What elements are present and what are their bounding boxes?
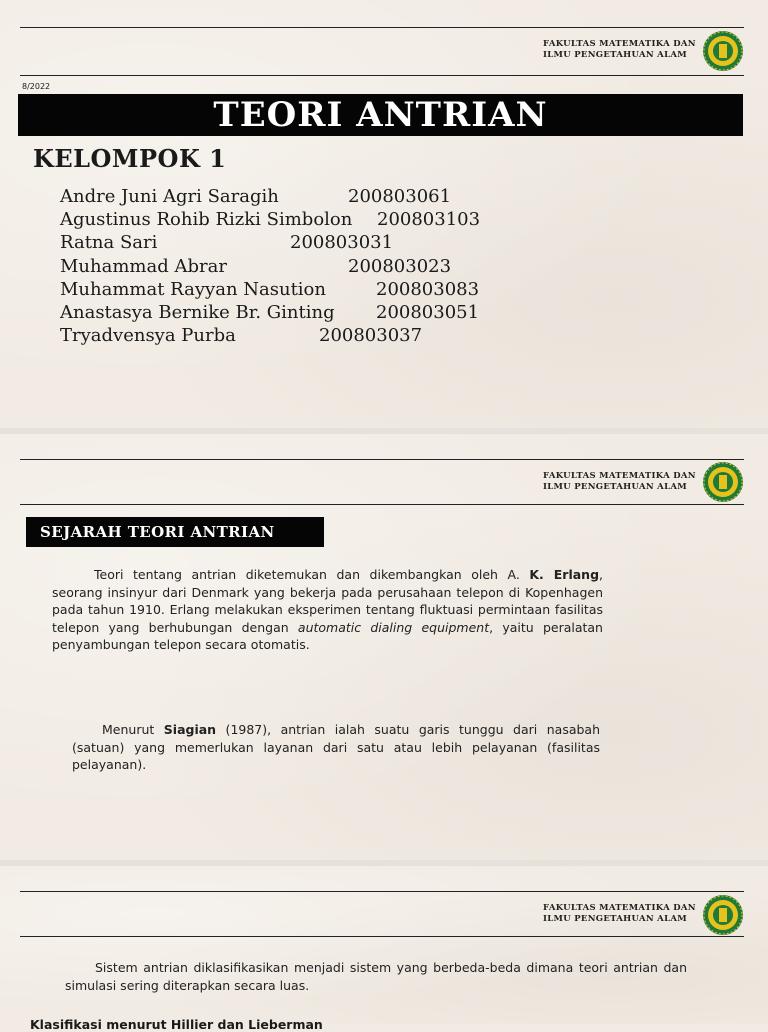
classification-paragraph: Sistem antrian diklasifikasikan menjadi sistem yang berbeda-beda dimana teori antrian dan simulasi sering diterapkan secara luas.	[65, 960, 687, 993]
university-logo-icon	[702, 30, 744, 72]
header-line-bottom	[20, 75, 744, 76]
faculty-name: FAKULTAS MATEMATIKA DAN ILMU PENGETAHUAN ALAM	[543, 903, 696, 924]
slide-history	[0, 434, 768, 860]
slide-title: FAKULTAS MATEMATIKA DAN ILMU PENGETAHUAN ALAM 8/2022 TEORI ANTRIAN KELOMPOK 1 Andre Juni Agri Saragih 200803061 Agustinus Rohib Rizki Simbolon 200803103 Ratna Sari 200803031 Muhammad Abrar 200803023 Muhammat Rayyan Nasution 200803083 Anastasya Bernike Br. Ginting 200803051 Tryadvensya Purba 200803037	[0, 0, 768, 428]
page-title: TEORI ANTRIAN	[18, 94, 743, 136]
faculty-name: FAKULTAS MATEMATIKA DAN ILMU PENGETAHUAN ALAM	[543, 471, 696, 492]
university-logo-icon	[702, 461, 744, 503]
slide-classification	[0, 866, 768, 1032]
header-line-top	[20, 891, 744, 892]
definition-paragraph: Menurut Siagian (1987), antrian ialah suatu garis tunggu dari nasabah (satuan) yang memerlukan layanan dari satu atau lebih pelayanan (fasilitas pelayanan).	[72, 722, 601, 772]
date-label: 8/2022	[22, 82, 51, 91]
section-title: SEJARAH TEORI ANTRIAN	[26, 517, 324, 547]
header-line-top	[20, 459, 744, 460]
history-paragraph: Teori tentang antrian diketemukan dan dikembangkan oleh A. K. Erlang, seorang insinyur dari Denmark yang bekerja pada perusahaan telepon di Kopenhagen pada tahun 1910. Erlang melakukan eksperimen tentang fluktuasi permintaan fasilitas telepon yang berhubungan dengan automatic dialing equipment, yaitu peralatan penyambungan telepon secara otomatis.	[52, 567, 603, 652]
faculty-name: FAKULTAS MATEMATIKA DAN ILMU PENGETAHUAN ALAM	[543, 39, 696, 60]
header-line-bottom	[20, 504, 744, 505]
group-heading: KELOMPOK 1	[33, 144, 227, 173]
header-line-bottom	[20, 936, 744, 937]
classification-heading: Klasifikasi menurut Hillier dan Lieberman	[30, 1017, 323, 1032]
header-line-top	[20, 27, 744, 28]
university-logo-icon	[702, 894, 744, 936]
